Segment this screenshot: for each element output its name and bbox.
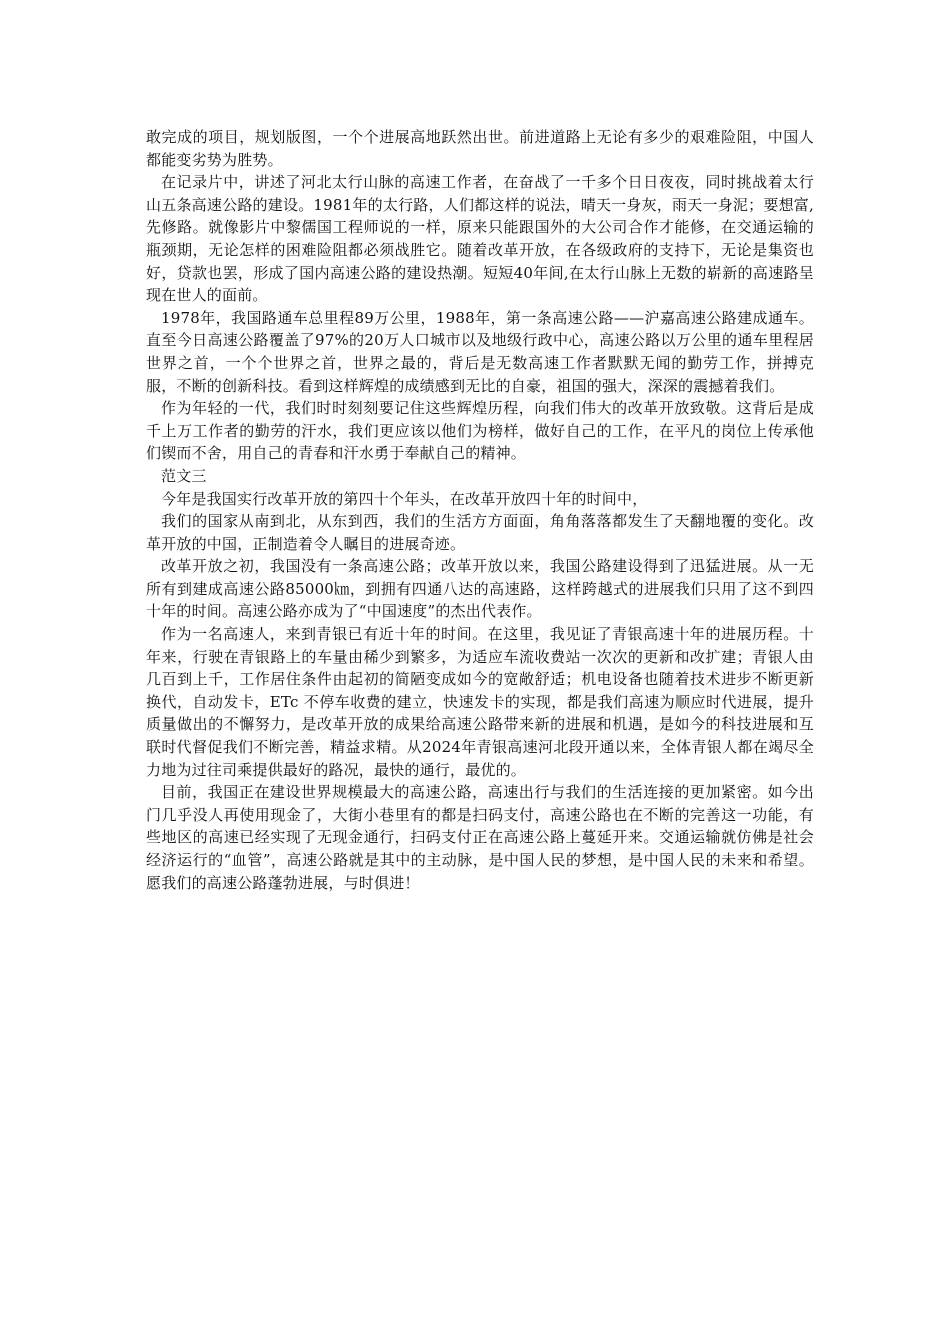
paragraph-current-construction: 目前，我国正在建设世界规模最大的高速公路，高速出行与我们的生活连接的更加紧密。如今出门几乎没人再使用现金了，大街小巷里有的都是扫码支付，高速公路也在不断的完善这一功能，有些地区的高速已经实现了无现金通行，扫码支付正在高速公路上蔓延开来。交通运输就仿佛是社会经济运行的“血管”，高速公路就是其中的主动脉，是中国人民的梦想，是中国人民的未来和希望。愿我们的高速公路蓬勃进展，与时俱进！	[146, 783, 814, 892]
paragraph-continuation: 敢完成的项目，规划版图，一个个进展高地跃然出世。前进道路上无论有多少的艰难险阻，中国人都能变劣势为胜势。	[146, 128, 814, 169]
paragraph-taihang-documentary: 在记录片中，讲述了河北太行山脉的高速工作者，在奋战了一千多个日日夜夜，同时挑战着太行山五条高速公路的建设。1981年的太行路，人们都这样的说法，晴天一身灰，雨天一身泥；要想富,先修路。就像影片中黎儒国工程师说的一样，原来只能跟国外的大公司合作才能修，在交通运输的瓶颈期，无论怎样的困难险阻都必须战胜它。随着改革开放，在各级政府的支持下，无论是集资也好，贷款也罢，形成了国内高速公路的建设热潮。短短40年间,在太行山脉上无数的崭新的高速路呈现在世人的面前。	[146, 173, 814, 305]
paragraph-qingyin-highway: 作为一名高速人，来到青银已有近十年的时间。在这里，我见证了青银高速十年的进展历程。十年来，行驶在青银路上的车量由稀少到繁多，为适应车流收费站一次次的更新和改扩建；青银人由几百到上千，工作居住条件由起初的简陋变成如今的宽敞舒适；机电设备也随着技术进步不断更新换代，自动发卡，ETc 不停车收费的建立，快速发卡的实现，都是我们高速为顺应时代进展，提升质量做出的不懈努力，是改革开放的成果给高速公路带来新的进展和机遇，是如今的科技进展和互联时代督促我们不断完善，精益求精。从2024年青银高速河北段开通以来，全体青银人都在竭尽全力地为过往司乘提供最好的路况，最快的通行，最优的。	[146, 625, 814, 779]
paragraph-reform-beginning: 改革开放之初，我国没有一条高速公路；改革开放以来，我国公路建设得到了迅猛进展。从一无所有到建成高速公路85000㎞，到拥有四通八达的高速路，这样跨越式的进展我们只用了这不到四十年的时间。高速公路亦成为了“中国速度”的杰出代表作。	[146, 557, 814, 621]
document-body	[146, 126, 814, 894]
section-heading-sample-three: 范文三	[161, 466, 207, 485]
paragraph-fortieth-year: 今年是我国实行改革开放的第四十个年头，在改革开放四十年的时间中，	[161, 489, 648, 508]
paragraph-nation-changes: 我们的国家从南到北，从东到西，我们的生活方方面面，角角落落都发生了天翻地覆的变化。改革开放的中国，正制造着令人瞩目的进展奇迹。	[146, 512, 814, 553]
paragraph-highway-mileage: 1978年，我国路通车总里程89万公里，1988年，第一条高速公路——沪嘉高速公路建成通车。直至今日高速公路覆盖了97%的20万人口城市以及地级行政中心，高速公路以万公里的通车里程居世界之首，一个个世界之首，世界之最的，背后是无数高速工作者默默无闻的勤劳工作，拼搏克服，不断的创新科技。看到这样辉煌的成绩感到无比的自豪，祖国的强大，深深的震撼着我们。	[146, 308, 814, 395]
paragraph-young-generation: 作为年轻的一代，我们时时刻刻要记住这些辉煌历程，向我们伟大的改革开放致敬。这背后是成千上万工作者的勤劳的汗水，我们更应该以他们为榜样，做好自己的工作，在平凡的岗位上传承他们锲而不舍，用自己的青春和汗水勇于奉献自己的精神。	[146, 399, 814, 463]
